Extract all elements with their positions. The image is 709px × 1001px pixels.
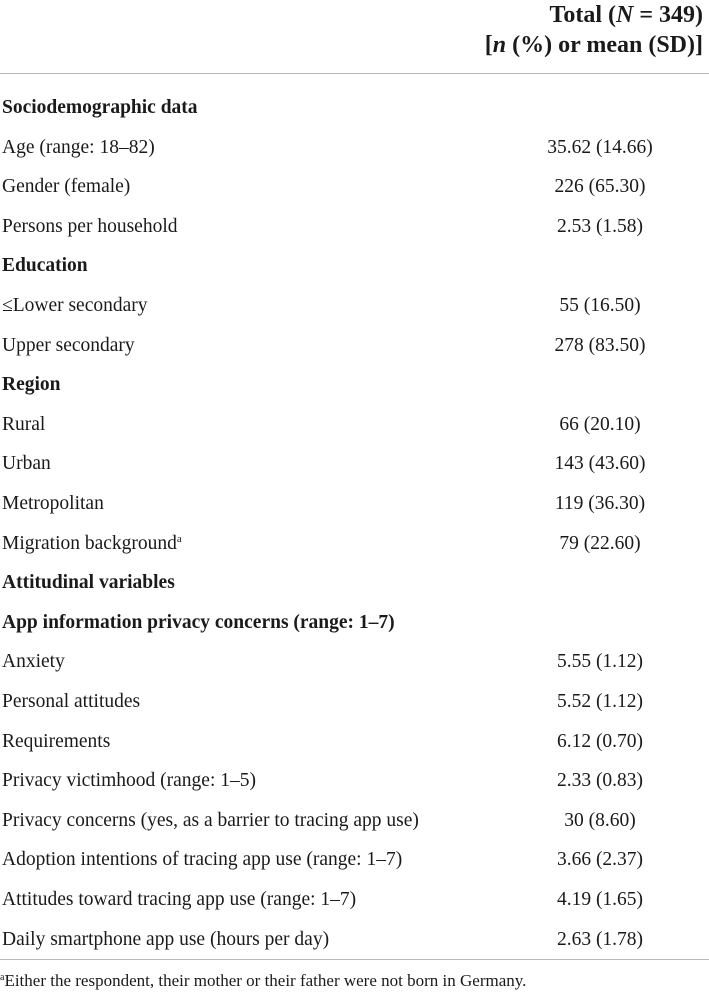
row-label: Education xyxy=(2,255,88,277)
footer-divider xyxy=(0,959,709,960)
row-value: 3.66 (2.37) xyxy=(556,849,644,871)
section-row-sociodemographic xyxy=(0,88,709,128)
table-row xyxy=(0,840,709,880)
row-label: Attitudinal variables xyxy=(2,572,175,594)
row-label: Attitudes toward tracing app use (range: 1–7) xyxy=(2,889,357,910)
row-label: Region xyxy=(2,374,61,396)
row-value: 6.12 (0.70) xyxy=(556,730,644,752)
table-footnote xyxy=(0,969,526,993)
section-row-region xyxy=(0,365,709,405)
table-row xyxy=(0,801,709,841)
table-row xyxy=(0,444,709,484)
row-label: Privacy victimhood (range: 1–5) xyxy=(2,770,256,792)
row-value: 30 (8.60) xyxy=(564,809,636,831)
row-label: Age (range: 18–82) xyxy=(2,136,155,158)
row-label: Requirements xyxy=(2,730,111,752)
row-label: Personal attitudes xyxy=(2,691,141,712)
section-row-attitudinal xyxy=(0,563,709,603)
section-row-education xyxy=(0,246,709,286)
row-label: Anxiety xyxy=(2,651,65,673)
row-label: Adoption intentions of tracing app use (range: 1–7) xyxy=(2,849,403,871)
row-label: Migration background$^a$ xyxy=(2,532,182,554)
table-row xyxy=(0,722,709,762)
table-row xyxy=(0,167,709,207)
table-row xyxy=(0,682,709,722)
row-value: 278 (83.50) xyxy=(554,334,646,356)
row-value: 2.33 (0.83) xyxy=(556,770,644,792)
row-label: Persons per household xyxy=(2,215,178,237)
row-value: 119 (36.30) xyxy=(554,493,646,514)
table-row xyxy=(0,286,709,326)
table-row xyxy=(0,524,709,564)
row-value: 4.19 (1.65) xyxy=(556,889,644,910)
table-header xyxy=(0,0,709,73)
column-subtitle: [n (%) or mean (SD)] xyxy=(484,32,703,58)
table-row xyxy=(0,484,709,524)
row-value: 2.63 (1.78) xyxy=(556,928,644,950)
row-label: Gender (female) xyxy=(2,176,131,198)
row-label: Privacy concerns (yes, as a barrier to tracing app use) xyxy=(2,809,419,831)
row-value: 2.53 (1.58) xyxy=(556,215,644,237)
row-value: 79 (22.60) xyxy=(559,532,641,554)
row-label: Rural xyxy=(2,413,46,435)
row-value: 226 (65.30) xyxy=(554,176,646,198)
footnote-marker: a xyxy=(0,972,5,983)
table-row xyxy=(0,880,709,920)
row-label: Sociodemographic data xyxy=(2,97,198,118)
table-row xyxy=(0,642,709,682)
table-row xyxy=(0,207,709,247)
table-row xyxy=(0,920,709,960)
row-value: 5.55 (1.12) xyxy=(556,651,644,673)
row-value: 66 (20.10) xyxy=(559,413,641,435)
row-label: App information privacy concerns (range: 1–7) xyxy=(2,611,395,633)
column-title: Total (N = 349) xyxy=(549,2,703,28)
section-row-privacy-concerns xyxy=(0,603,709,643)
row-value: 143 (43.60) xyxy=(554,453,646,475)
row-label: Upper secondary xyxy=(2,334,135,356)
row-value: 5.52 (1.12) xyxy=(556,691,644,712)
row-label: Urban xyxy=(2,453,51,475)
table-row xyxy=(0,128,709,168)
table-row xyxy=(0,761,709,801)
row-value: 35.62 (14.66) xyxy=(547,136,653,158)
footnote-text: Either the respondent, their mother or their father were not born in Germany. xyxy=(4,971,527,990)
row-value: 55 (16.50) xyxy=(559,295,641,316)
table-row xyxy=(0,326,709,366)
footnote-marker: a xyxy=(176,532,182,545)
table-row xyxy=(0,405,709,445)
header-divider xyxy=(0,73,709,74)
row-label: ≤Lower secondary xyxy=(2,295,148,316)
row-label: Daily smartphone app use (hours per day) xyxy=(2,928,330,950)
row-label: Metropolitan xyxy=(2,493,104,514)
